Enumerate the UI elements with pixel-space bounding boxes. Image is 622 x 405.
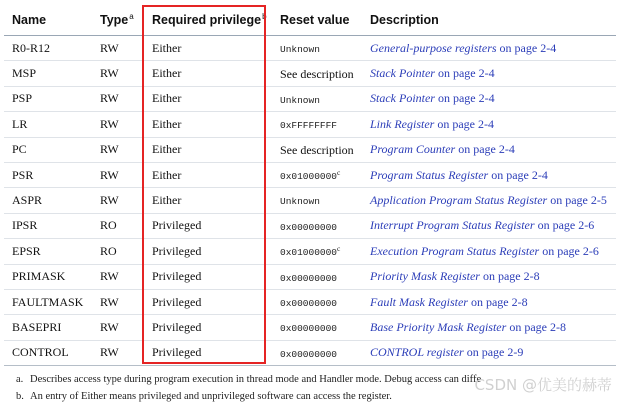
- table-row: [4, 264, 616, 289]
- header-description: Description: [362, 5, 616, 36]
- footnote-ref-c: c: [337, 168, 341, 178]
- description-link[interactable]: Interrupt Program Status Register: [370, 218, 535, 233]
- register-name: LR: [4, 112, 92, 137]
- required-privilege: Either: [144, 188, 272, 213]
- description: [362, 162, 616, 187]
- footnote-ref-c: c: [337, 244, 341, 254]
- reset-value: 0x00000000: [272, 315, 362, 340]
- description: [362, 289, 616, 314]
- access-type: RO: [92, 239, 144, 264]
- footnote-mark: b.: [16, 391, 24, 402]
- page-reference-link[interactable]: on page 2-4: [458, 142, 515, 157]
- access-type: RW: [92, 36, 144, 61]
- reset-value: 0xFFFFFFFF: [272, 112, 362, 137]
- register-table-container: [4, 5, 616, 366]
- register-name: PSP: [4, 86, 92, 111]
- reset-value: 0x00000000: [272, 340, 362, 365]
- required-privilege: Privileged: [144, 239, 272, 264]
- access-type: RW: [92, 112, 144, 137]
- register-name: EPSR: [4, 239, 92, 264]
- required-privilege: Privileged: [144, 213, 272, 238]
- required-privilege: Privileged: [144, 315, 272, 340]
- page-reference-link[interactable]: on page 2-4: [437, 91, 495, 106]
- footnote-b: [16, 388, 481, 405]
- description-link[interactable]: Link Register: [370, 116, 435, 131]
- reset-value: 0x01000000$^c$: [272, 239, 362, 264]
- access-type: RW: [92, 61, 144, 86]
- reset-value: 0x01000000$^c$: [272, 162, 362, 187]
- access-type: RW: [92, 162, 144, 187]
- footnote-a: [16, 371, 481, 388]
- page-reference-link[interactable]: on page 2-6: [542, 243, 599, 258]
- required-privilege: Privileged: [144, 264, 272, 289]
- description-link[interactable]: Base Priority Mask Register: [370, 319, 507, 334]
- required-privilege: Privileged: [144, 289, 272, 314]
- description-link[interactable]: Stack Pointer: [370, 66, 435, 81]
- access-type: RW: [92, 315, 144, 340]
- page-reference-link[interactable]: on page 2-8: [482, 269, 540, 284]
- footnote-text: Describes access type during program execution in thread mode and Handler mode. Debug access can diffe: [30, 374, 482, 385]
- register-name: CONTROL: [4, 340, 92, 365]
- description: [362, 213, 616, 238]
- description: [362, 61, 616, 86]
- reset-value: 0x00000000: [272, 264, 362, 289]
- description: [362, 264, 616, 289]
- header-name: Name: [4, 5, 92, 36]
- footnote-text: An entry of Either means privileged and unprivileged software can access the register.: [30, 391, 392, 402]
- description: [362, 137, 616, 162]
- register-name: BASEPRI: [4, 315, 92, 340]
- table-row: [4, 112, 616, 137]
- page-reference-link[interactable]: on page 2-5: [550, 193, 607, 208]
- required-privilege: Either: [144, 162, 272, 187]
- watermark: CSDN @优美的赫蒂: [474, 376, 612, 394]
- table-row: [4, 86, 616, 111]
- page-reference-link[interactable]: on page 2-4: [491, 167, 548, 182]
- table-row: [4, 188, 616, 213]
- reset-value: Unknown: [272, 188, 362, 213]
- description-link[interactable]: Priority Mask Register: [370, 269, 480, 284]
- register-name: ASPR: [4, 188, 92, 213]
- description: [362, 86, 616, 111]
- description: [362, 315, 616, 340]
- required-privilege: Either: [144, 61, 272, 86]
- reset-value: See description: [272, 61, 362, 86]
- description-link[interactable]: Application Program Status Register: [370, 193, 548, 208]
- table-header-row: [4, 5, 616, 36]
- register-name: MSP: [4, 61, 92, 86]
- register-name: PRIMASK: [4, 264, 92, 289]
- table-row: [4, 36, 616, 61]
- table-row: [4, 213, 616, 238]
- access-type: RW: [92, 188, 144, 213]
- register-name: FAULTMASK: [4, 289, 92, 314]
- reset-value: 0x00000000: [272, 213, 362, 238]
- access-type: RW: [92, 264, 144, 289]
- register-name: PSR: [4, 162, 92, 187]
- footnote-mark: a.: [16, 374, 24, 385]
- description-link[interactable]: CONTROL register: [370, 345, 464, 360]
- access-type: RW: [92, 289, 144, 314]
- page-reference-link[interactable]: on page 2-6: [537, 218, 595, 233]
- description-link[interactable]: Program Counter: [370, 142, 456, 157]
- reset-value: 0x00000000: [272, 289, 362, 314]
- access-type: RW: [92, 340, 144, 365]
- description-link[interactable]: Program Status Register: [370, 167, 489, 182]
- table-row: [4, 137, 616, 162]
- header-reset-value: Reset value: [272, 5, 362, 36]
- header-type: Type$^a$: [92, 5, 144, 36]
- description: [362, 112, 616, 137]
- register-table: [4, 5, 616, 366]
- table-row: [4, 289, 616, 314]
- page-reference-link[interactable]: on page 2-8: [509, 319, 566, 334]
- access-type: RO: [92, 213, 144, 238]
- table-row: [4, 239, 616, 264]
- page-reference-link[interactable]: on page 2-8: [470, 294, 528, 309]
- description-link[interactable]: Execution Program Status Register: [370, 243, 540, 258]
- footnote-ref-a: a: [129, 12, 134, 22]
- page-reference-link[interactable]: on page 2-9: [466, 345, 524, 360]
- description-link[interactable]: Fault Mask Register: [370, 294, 468, 309]
- table-row: [4, 61, 616, 86]
- reset-value: Unknown: [272, 86, 362, 111]
- header-required-privilege: Required privilege$^b$: [144, 5, 272, 36]
- required-privilege: Either: [144, 86, 272, 111]
- description-link[interactable]: General-purpose registers: [370, 40, 497, 55]
- register-name: R0-R12: [4, 36, 92, 61]
- table-row: [4, 162, 616, 187]
- reset-value: Unknown: [272, 36, 362, 61]
- access-type: RW: [92, 86, 144, 111]
- access-type: RW: [92, 137, 144, 162]
- page-reference-link[interactable]: on page 2-4: [437, 116, 494, 131]
- description: [362, 36, 616, 61]
- description: [362, 340, 616, 365]
- footnote-ref-b: b: [262, 12, 267, 22]
- table-row: [4, 340, 616, 365]
- required-privilege: Privileged: [144, 340, 272, 365]
- page-reference-link[interactable]: on page 2-4: [499, 40, 557, 55]
- reset-value: See description: [272, 137, 362, 162]
- description: [362, 188, 616, 213]
- description: [362, 239, 616, 264]
- required-privilege: Either: [144, 36, 272, 61]
- required-privilege: Either: [144, 112, 272, 137]
- register-name: PC: [4, 137, 92, 162]
- register-name: IPSR: [4, 213, 92, 238]
- description-link[interactable]: Stack Pointer: [370, 91, 435, 106]
- page-reference-link[interactable]: on page 2-4: [437, 66, 495, 81]
- required-privilege: Either: [144, 137, 272, 162]
- table-row: [4, 315, 616, 340]
- footnotes: [16, 371, 481, 405]
